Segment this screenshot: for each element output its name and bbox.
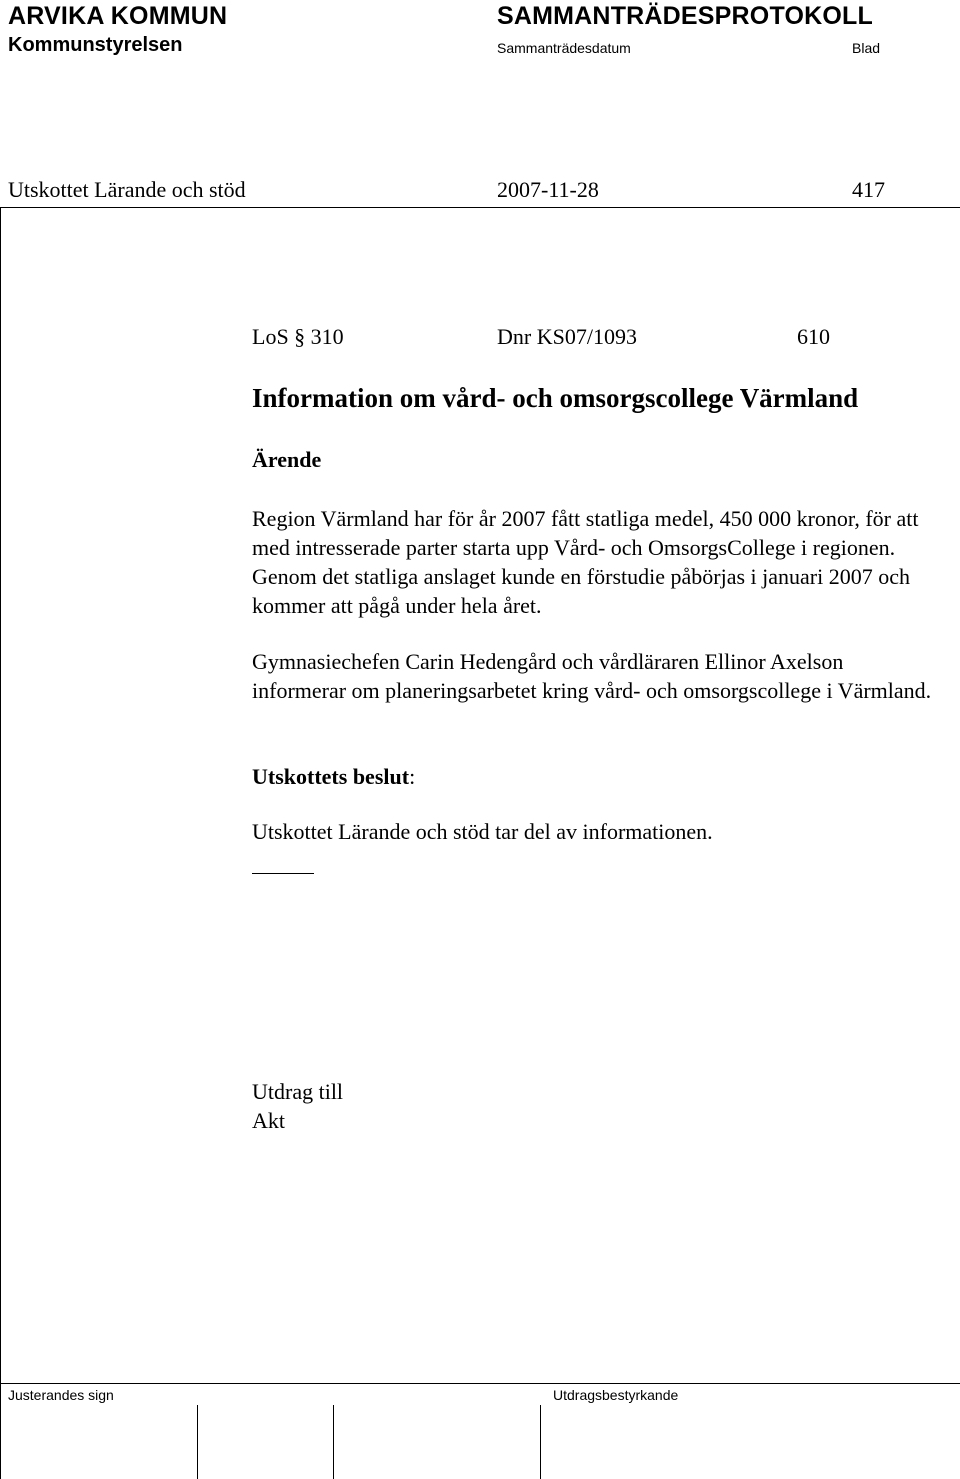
decision-heading-colon: : <box>409 764 416 789</box>
extract-to-label: Utdrag till <box>252 1079 344 1104</box>
item-reference: LoS § 310 <box>252 324 344 349</box>
signature-box-divider <box>197 1405 198 1479</box>
page-number: 417 <box>852 177 885 202</box>
matter-paragraph <box>252 647 942 705</box>
end-of-item-rule <box>252 873 314 874</box>
decision-text: Utskottet Lärande och stöd tar del av informationen. <box>252 819 713 844</box>
signature-box-divider <box>333 1405 334 1479</box>
extract-recipient: Akt <box>252 1108 285 1133</box>
adjuster-signature-label: Justerandes sign <box>8 1387 114 1403</box>
matter-heading: Ärende <box>252 447 322 472</box>
left-border <box>0 207 1 1479</box>
committee-name: Utskottet Lärande och stöd <box>8 177 246 202</box>
archive-code: 610 <box>797 324 830 349</box>
decision-heading-line <box>252 764 415 790</box>
signature-box-divider <box>540 1405 541 1479</box>
paragraph-text: Region Värmland har för år 2007 fått statliga medel, 450 000 kronor, för att med intresserade parter starta upp Vård- och OmsorgsCollege i regionen. Genom det statliga anslaget kunde en förstudie påbörjas i januari 2007 och kommer att pågå under hela året. <box>252 506 919 618</box>
paragraph-text: Gymnasiechefen Carin Hedengård och vårdläraren Ellinor Axelson informerar om planeringsarbetet kring vård- och omsorgscollege i Värmland. <box>252 649 932 703</box>
matter-paragraph <box>252 504 942 620</box>
organization-name: ARVIKA KOMMUN <box>8 2 228 30</box>
extract-certification-label: Utdragsbestyrkande <box>553 1387 679 1403</box>
board-name: Kommunstyrelsen <box>8 34 183 56</box>
page-label: Blad <box>852 40 881 56</box>
meeting-date: 2007-11-28 <box>497 177 599 202</box>
meeting-date-label: Sammanträdesdatum <box>497 40 631 56</box>
decision-heading: Utskottets beslut <box>252 764 410 789</box>
footer-divider <box>0 1383 960 1384</box>
item-title: Information om vård- och omsorgscollege Värmland <box>252 383 859 413</box>
diary-number: Dnr KS07/1093 <box>497 324 637 349</box>
header-divider <box>0 207 960 208</box>
document-type: SAMMANTRÄDESPROTOKOLL <box>497 2 873 30</box>
